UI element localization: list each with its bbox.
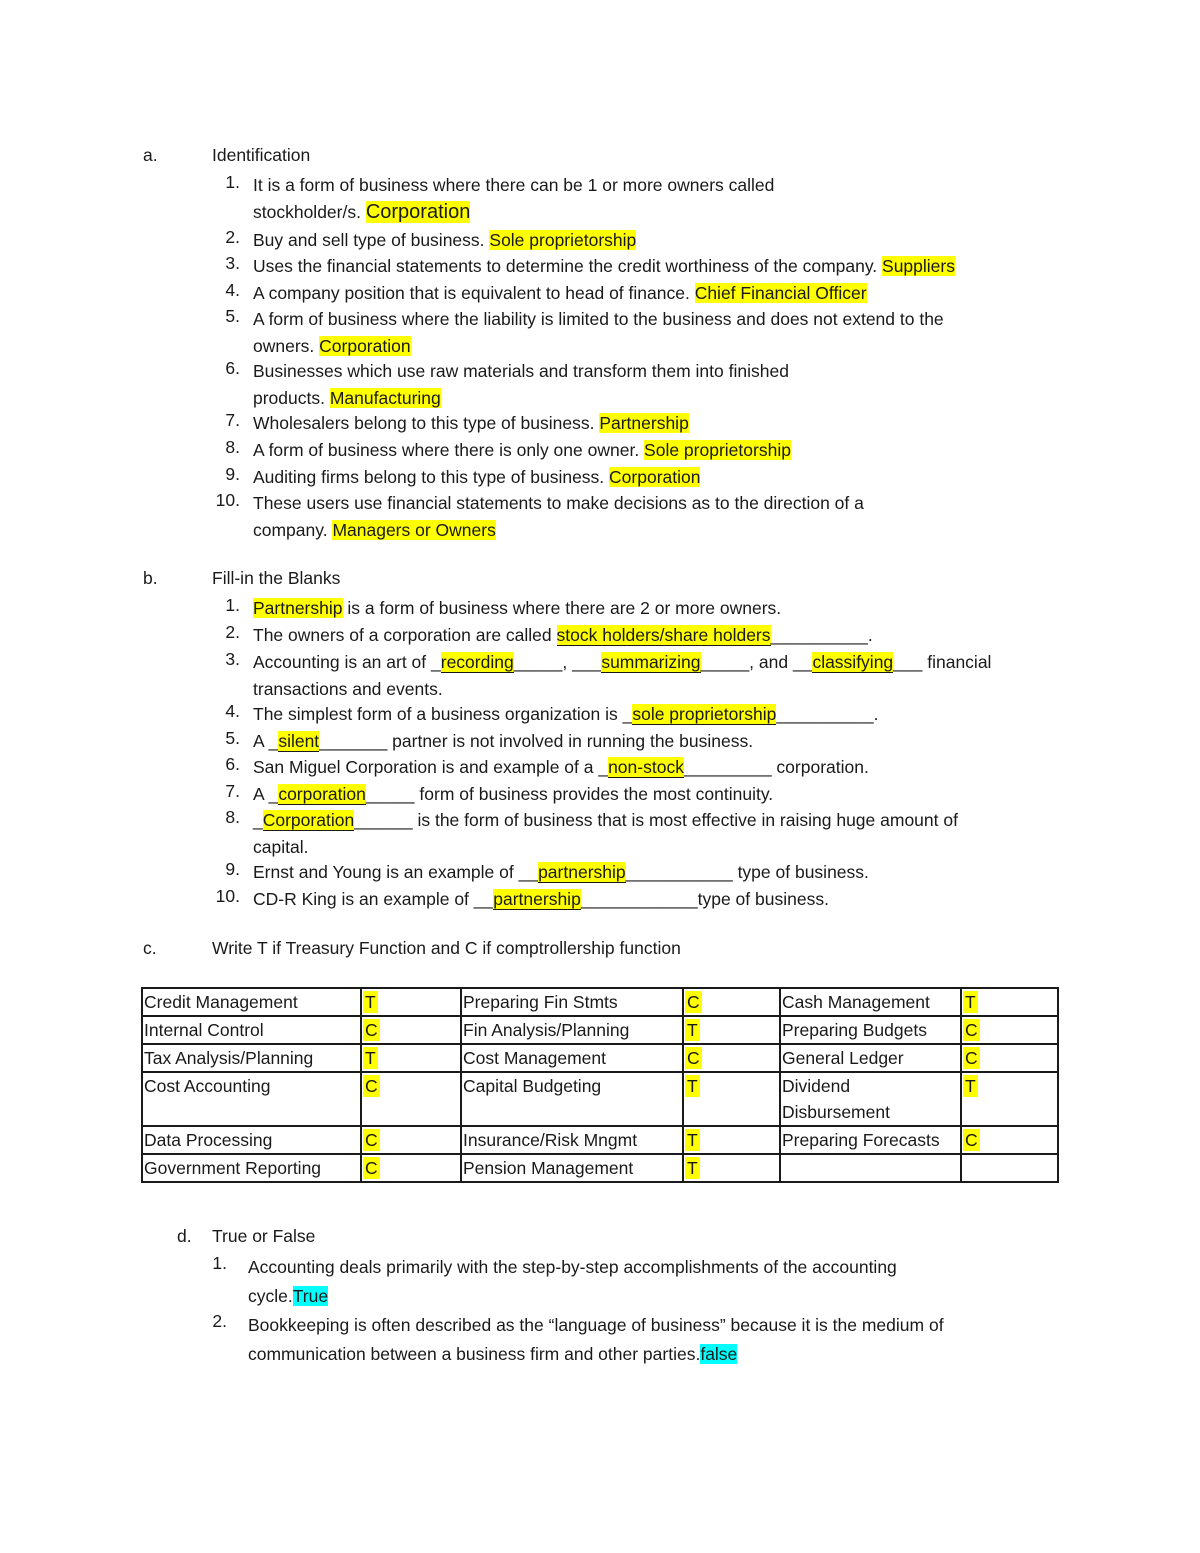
answer-highlight: Sole proprietorship xyxy=(489,230,637,250)
table-row xyxy=(142,1044,1058,1072)
function-cell: Insurance/Risk Mngmt xyxy=(461,1126,683,1154)
blank-line: _____ xyxy=(365,784,415,804)
question-text: company. xyxy=(253,520,333,540)
question-text: These users use financial statements to make decisions as to the direction of a xyxy=(253,493,864,513)
question-text: type of business. xyxy=(697,889,829,909)
code-highlight: C xyxy=(365,1158,378,1178)
code-cell xyxy=(683,988,780,1016)
section-c-label: c. xyxy=(143,938,157,958)
answer-highlight: stock holders/share holders xyxy=(556,625,771,645)
item-number: 2. xyxy=(225,622,240,642)
answer-highlight: Sole proprietorship xyxy=(644,440,791,460)
section-c-title: Write T if Treasury Function and C if comptrollership function xyxy=(212,938,681,958)
question-text: _ xyxy=(253,810,263,830)
item-number: 5. xyxy=(225,728,240,748)
code-highlight: C xyxy=(965,1130,978,1150)
question-text: Ernst and Young is an example of __ xyxy=(253,862,539,882)
code-highlight: T xyxy=(687,1130,698,1150)
section-b-title: Fill-in the Blanks xyxy=(212,568,341,588)
question-text: Uses the financial statements to determine the credit worthiness of the company. xyxy=(253,256,883,276)
function-cell: Internal Control xyxy=(142,1016,361,1044)
code-highlight: T xyxy=(687,1076,698,1096)
code-highlight: C xyxy=(965,1020,978,1040)
code-cell xyxy=(361,988,461,1016)
item-number: 1. xyxy=(212,1253,227,1273)
function-cell: Government Reporting xyxy=(142,1154,361,1182)
answer-highlight: silent xyxy=(278,731,320,751)
function-cell: Cash Management xyxy=(780,988,961,1016)
section-b-label: b. xyxy=(143,568,158,588)
function-cell: Cost Management xyxy=(461,1044,683,1072)
question-text: ___ financial xyxy=(893,652,992,672)
item-number: 8. xyxy=(225,807,240,827)
question-text: corporation. xyxy=(771,757,869,777)
function-cell: General Ledger xyxy=(780,1044,961,1072)
question-text: The owners of a corporation are called xyxy=(253,625,557,645)
question-text: products. xyxy=(253,388,330,408)
question-text: transactions and events. xyxy=(253,679,443,699)
answer-highlight: Corporation xyxy=(262,810,355,830)
question-text: Buy and sell type of business. xyxy=(253,230,490,250)
function-cell: Data Processing xyxy=(142,1126,361,1154)
code-highlight: T xyxy=(965,1076,976,1096)
function-cell: Pension Management xyxy=(461,1154,683,1182)
question-text: Auditing firms belong to this type of business. xyxy=(253,467,610,487)
blank-line: ____________ xyxy=(580,889,698,909)
question-text: The simplest form of a business organization is _ xyxy=(253,704,633,724)
item-number: 6. xyxy=(225,754,240,774)
question-text: partner is not involved in running the business. xyxy=(387,731,754,751)
question-text: Businesses which use raw materials and transform them into finished xyxy=(253,361,789,381)
code-highlight: T xyxy=(365,1048,376,1068)
question-text: is a form of business where there are 2 or more owners. xyxy=(342,598,782,618)
code-highlight: C xyxy=(365,1020,378,1040)
blank-line: ___________ xyxy=(625,862,733,882)
code-highlight: T xyxy=(365,992,376,1012)
item-number: 4. xyxy=(225,280,240,300)
function-cell: Preparing Fin Stmts xyxy=(461,988,683,1016)
item-number: 8. xyxy=(225,437,240,457)
item-number: 9. xyxy=(225,859,240,879)
answer-highlight: Partnership xyxy=(253,598,343,618)
question-text: owners. xyxy=(253,336,320,356)
item-number: 5. xyxy=(225,306,240,326)
question-text: . xyxy=(873,704,879,724)
table-row xyxy=(142,1126,1058,1154)
function-cell xyxy=(780,1154,961,1182)
table-row xyxy=(142,1016,1058,1044)
function-cell: Preparing Forecasts xyxy=(780,1126,961,1154)
code-cell xyxy=(683,1044,780,1072)
function-cell: Dividend Disbursement xyxy=(780,1072,961,1126)
answer-highlight: Corporation xyxy=(609,467,701,487)
code-cell xyxy=(683,1126,780,1154)
section-d-title: True or False xyxy=(212,1226,316,1246)
item-number: 10. xyxy=(215,490,240,510)
answer-highlight: partnership xyxy=(493,889,581,909)
question-text: type of business. xyxy=(732,862,869,882)
function-cell: Capital Budgeting xyxy=(461,1072,683,1126)
code-highlight: T xyxy=(687,1020,698,1040)
answer-highlight: corporation xyxy=(278,784,366,804)
code-cell xyxy=(683,1072,780,1126)
question-text: . xyxy=(867,625,873,645)
item-number: 4. xyxy=(225,701,240,721)
question-text: cycle. xyxy=(248,1286,293,1306)
function-cell: Cost Accounting xyxy=(142,1072,361,1126)
blank-line: _________ xyxy=(683,757,772,777)
answer-highlight: sole proprietorship xyxy=(632,704,777,724)
answer-highlight: false xyxy=(700,1344,738,1364)
function-cell: Preparing Budgets xyxy=(780,1016,961,1044)
question-text: CD-R King is an example of __ xyxy=(253,889,494,909)
code-cell xyxy=(961,1016,1058,1044)
code-cell xyxy=(961,1072,1058,1126)
answer-highlight: non-stock xyxy=(608,757,684,777)
question-text: Accounting is an art of _ xyxy=(253,652,441,672)
blank-line: _____, ___ xyxy=(513,652,602,672)
answer-highlight: Chief Financial Officer xyxy=(694,283,867,303)
table-row xyxy=(142,1154,1058,1182)
code-highlight: C xyxy=(687,992,700,1012)
code-cell xyxy=(361,1016,461,1044)
item-number: 2. xyxy=(225,227,240,247)
question-text: A form of business where the liability is limited to the business and does not extend to the xyxy=(253,309,944,329)
code-cell xyxy=(683,1154,780,1182)
code-highlight: C xyxy=(965,1048,978,1068)
section-a-title: Identification xyxy=(212,145,311,165)
blank-line: _____, and __ xyxy=(700,652,813,672)
code-cell xyxy=(961,1154,1058,1182)
blank-line: __________ xyxy=(770,625,868,645)
function-table xyxy=(141,987,1059,1183)
table-row xyxy=(142,1072,1058,1126)
item-number: 9. xyxy=(225,464,240,484)
answer-highlight: Managers or Owners xyxy=(332,520,496,540)
answer-highlight: Corporation xyxy=(365,201,471,223)
answer-highlight: Manufacturing xyxy=(329,388,441,408)
answer-highlight: Corporation xyxy=(319,336,411,356)
code-cell xyxy=(361,1044,461,1072)
section-d-label: d. xyxy=(177,1226,192,1246)
answer-highlight: True xyxy=(292,1286,329,1306)
code-cell xyxy=(361,1126,461,1154)
answer-highlight: summarizing xyxy=(601,652,701,672)
question-text: A company position that is equivalent to head of finance. xyxy=(253,283,695,303)
table-row xyxy=(142,988,1058,1016)
answer-highlight: classifying xyxy=(812,652,894,672)
item-number: 1. xyxy=(225,172,240,192)
question-text: A _ xyxy=(253,731,279,751)
blank-line: _______ xyxy=(319,731,388,751)
question-text: stockholder/s. xyxy=(253,202,366,222)
answer-highlight: Partnership xyxy=(599,413,689,433)
code-cell xyxy=(961,988,1058,1016)
answer-highlight: recording xyxy=(440,652,514,672)
question-text: Accounting deals primarily with the step-by-step accomplishments of the accounting xyxy=(248,1257,897,1277)
code-cell xyxy=(683,1016,780,1044)
item-number: 6. xyxy=(225,358,240,378)
answer-highlight: Suppliers xyxy=(882,256,955,276)
code-highlight: C xyxy=(365,1076,378,1096)
item-number: 7. xyxy=(225,410,240,430)
function-cell: Fin Analysis/Planning xyxy=(461,1016,683,1044)
code-highlight: C xyxy=(687,1048,700,1068)
item-number: 3. xyxy=(225,649,240,669)
question-text: form of business provides the most continuity. xyxy=(414,784,774,804)
section-a-label: a. xyxy=(143,145,158,165)
function-cell: Tax Analysis/Planning xyxy=(142,1044,361,1072)
item-number: 10. xyxy=(215,886,240,906)
code-cell xyxy=(961,1044,1058,1072)
code-highlight: T xyxy=(687,1158,698,1178)
function-cell: Credit Management xyxy=(142,988,361,1016)
question-text: San Miguel Corporation is and example of a _ xyxy=(253,757,609,777)
blank-line: __________ xyxy=(776,704,874,724)
item-number: 3. xyxy=(225,253,240,273)
answer-highlight: partnership xyxy=(538,862,626,882)
code-cell xyxy=(961,1126,1058,1154)
question-text: capital. xyxy=(253,837,309,857)
question-text: A _ xyxy=(253,784,279,804)
code-cell xyxy=(361,1154,461,1182)
code-cell xyxy=(361,1072,461,1126)
question-text: It is a form of business where there can be 1 or more owners called xyxy=(253,175,775,195)
question-text: Wholesalers belong to this type of business. xyxy=(253,413,600,433)
code-highlight: C xyxy=(365,1130,378,1150)
question-text: communication between a business firm and other parties. xyxy=(248,1344,701,1364)
blank-line: ______ xyxy=(354,810,413,830)
item-number: 2. xyxy=(212,1311,227,1331)
code-highlight: T xyxy=(965,992,976,1012)
question-text: Bookkeeping is often described as the “language of business” because it is the medium of xyxy=(248,1315,944,1335)
item-number: 1. xyxy=(225,595,240,615)
question-text: is the form of business that is most effective in raising huge amount of xyxy=(412,810,958,830)
item-number: 7. xyxy=(225,781,240,801)
question-text: A form of business where there is only one owner. xyxy=(253,440,645,460)
